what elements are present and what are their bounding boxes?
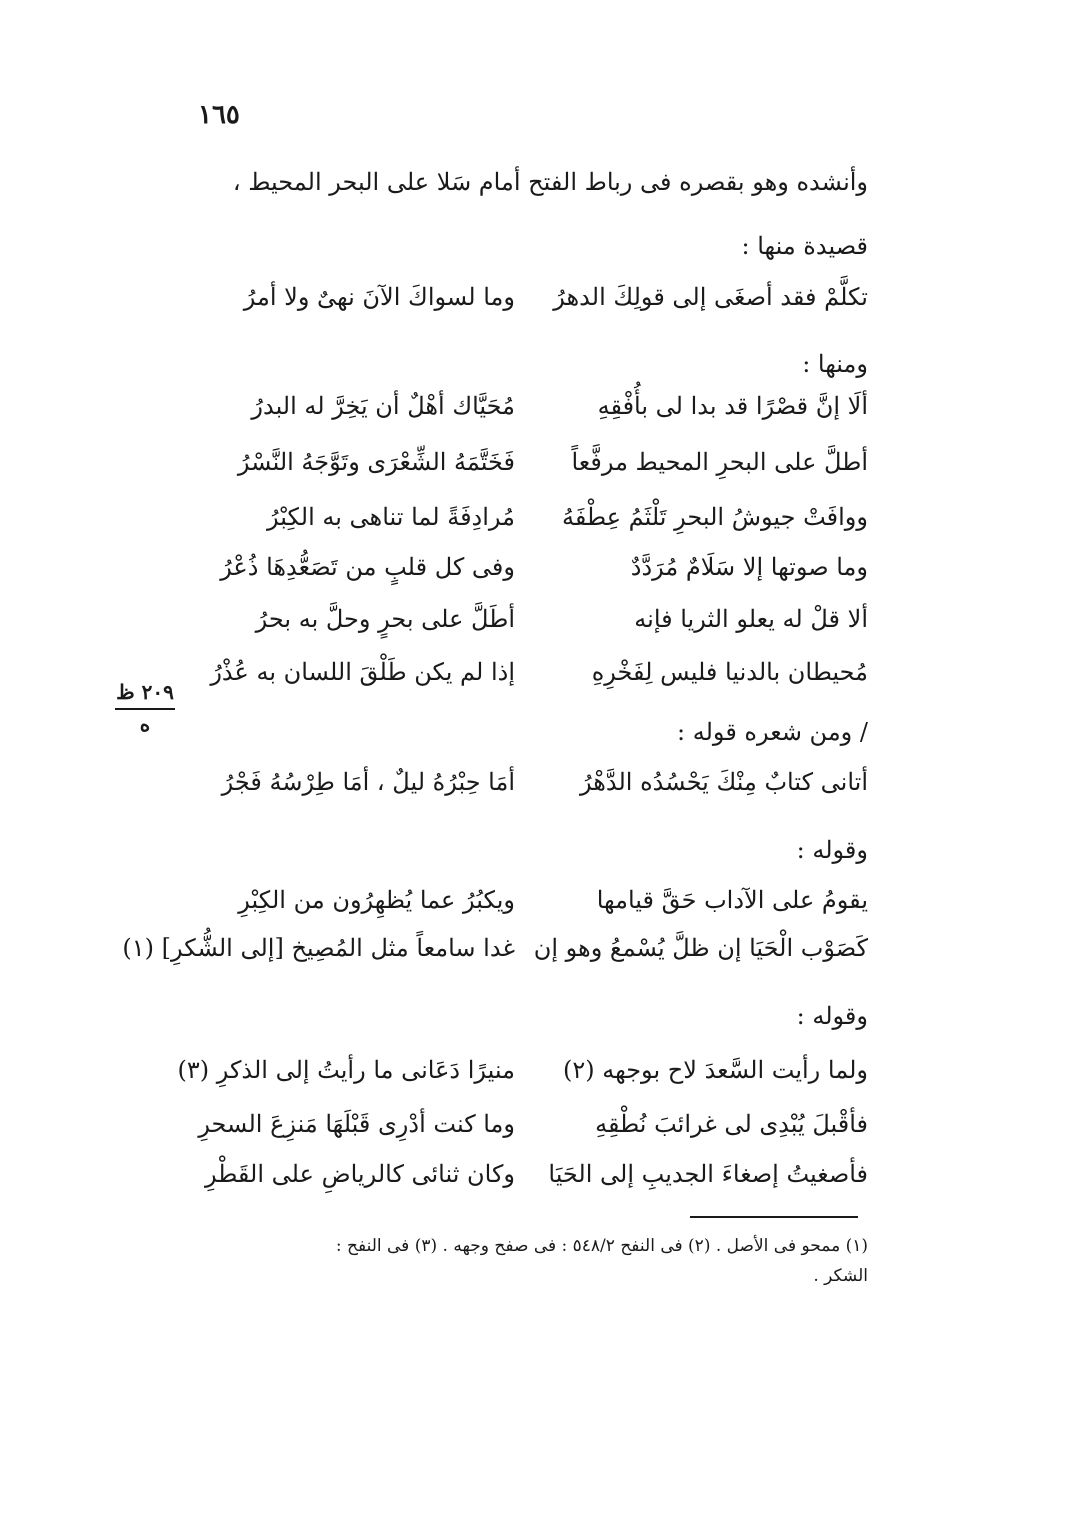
stanza-2-verse-4-second: وفى كل قلبٍ من تَصَعُّدِهَا ذُعْرُ bbox=[220, 553, 515, 581]
stanza-2-verse-1-first: ألَا إنَّ قصْرًا قد بدا لى بأُفْقِهِ bbox=[597, 392, 868, 420]
stanza-2-verse-1-second: مُحَيَّاك أهْلٌ أن يَخِرَّ له البدرُ bbox=[251, 392, 515, 420]
verse-1-second-hemistich: وما لسواكَ الآنَ نهىٌ ولا أمرُ bbox=[243, 283, 515, 311]
label-qawluhu-2: وقوله : bbox=[796, 1002, 868, 1030]
marginal-folio-number: ٢٠٩ ظ bbox=[115, 680, 175, 710]
stanza-5-verse-3-first: فأصغيتُ إصغاءَ الجديبِ إلى الحَيَا bbox=[548, 1160, 868, 1188]
verse-3-first-hemistich: أتانى كتابٌ مِنْكَ يَحْسُدُه الدَّهْرُ bbox=[580, 768, 868, 796]
stanza-2-verse-6-first: مُحيطان بالدنيا فليس لِفَخْرِهِ bbox=[591, 658, 868, 686]
stanza-4-verse-1-second: ويكبُرُ عما يُظهِرُون من الكِبْرِ bbox=[238, 886, 515, 914]
stanza-2-verse-4-first: وما صوتها إلا سَلَامٌ مُرَدَّدٌ bbox=[630, 553, 868, 581]
footnote-separator bbox=[690, 1216, 858, 1218]
stanza-2-verse-3-first: ووافَتْ جيوشُ البحرِ تَلْثَمُ عِطْفَهُ bbox=[562, 503, 868, 531]
marginal-folio-letter: ه bbox=[139, 712, 151, 736]
page-number: ١٦٥ bbox=[198, 100, 240, 130]
stanza-5-verse-2-second: وما كنت أدْرِى قَبْلَهَا مَنزِعَ السحرِ bbox=[198, 1110, 515, 1138]
stanza-4-verse-2-first: كَصَوْب الْحَيَا إن ظلَّ يُسْمعُ وهو إن bbox=[533, 934, 868, 962]
stanza-5-verse-3-second: وكان ثنائى كالرياضِ على القَطْرِ bbox=[204, 1160, 515, 1188]
footnote-line-1: (١) ممحو فى الأصل . (٢) فى النفح ٥٤٨/٢ : فى صفح وجهه . (٣) فى النفح : bbox=[335, 1236, 868, 1256]
stanza-2-verse-5-first: ألا قلْ له يعلو الثريا فإنه bbox=[634, 605, 868, 633]
stanza-5-verse-2-first: فأقْبلَ يُبْدِى لى غرائبَ نُطْقِهِ bbox=[595, 1110, 868, 1138]
intro-line-1: وأنشده وهو بقصره فى رباط الفتح أمام سَلا على البحر المحيط ، bbox=[232, 168, 868, 196]
stanza-4-verse-2-second: غدا سامعاً مثل المُصِيخ [إلى الشُّكرِ] (١) bbox=[122, 934, 515, 962]
intro-line-2: قصيدة منها : bbox=[741, 232, 868, 260]
stanza-2-verse-3-second: مُرادِفَةً لما تناهى به الكِبْرُ bbox=[267, 503, 515, 531]
stanza-2-verse-5-second: أطَلَّ على بحرٍ وحلَّ به بحرُ bbox=[255, 605, 515, 633]
verse-3-second-hemistich: أمَا حِبْرُهُ ليلٌ ، أمَا طِرْسُهُ فَجْرُ bbox=[221, 768, 515, 796]
stanza-2-verse-2-first: أطلَّ على البحرِ المحيط مرفَّعاً bbox=[571, 448, 868, 476]
stanza-5-verse-1-first: ولما رأيت السَّعدَ لاح بوجهه (٢) bbox=[563, 1056, 868, 1084]
label-qawluhu-1: وقوله : bbox=[796, 836, 868, 864]
label-minha: ومنها : bbox=[802, 350, 868, 378]
stanza-2-verse-6-second: إذا لم يكن طَلْقَ اللسان به عُذْرُ bbox=[210, 658, 515, 686]
stanza-4-verse-1-first: يقومُ على الآداب حَقَّ قيامها bbox=[596, 886, 868, 914]
label-shiruhu: / ومن شعره قوله : bbox=[677, 718, 868, 746]
stanza-2-verse-2-second: فَخَتَّمَهُ الشِّعْرَى وتَوَّجَهُ النَّسْرُ bbox=[237, 448, 515, 476]
verse-1-first-hemistich: تكلَّمْ فقد أصغَى إلى قولِكَ الدهرُ bbox=[553, 283, 868, 311]
footnote-line-2: الشكر . bbox=[813, 1266, 868, 1286]
stanza-5-verse-1-second: منيرًا دَعَانى ما رأيتُ إلى الذكرِ (٣) bbox=[177, 1056, 515, 1084]
marginal-folio-note bbox=[115, 680, 175, 736]
